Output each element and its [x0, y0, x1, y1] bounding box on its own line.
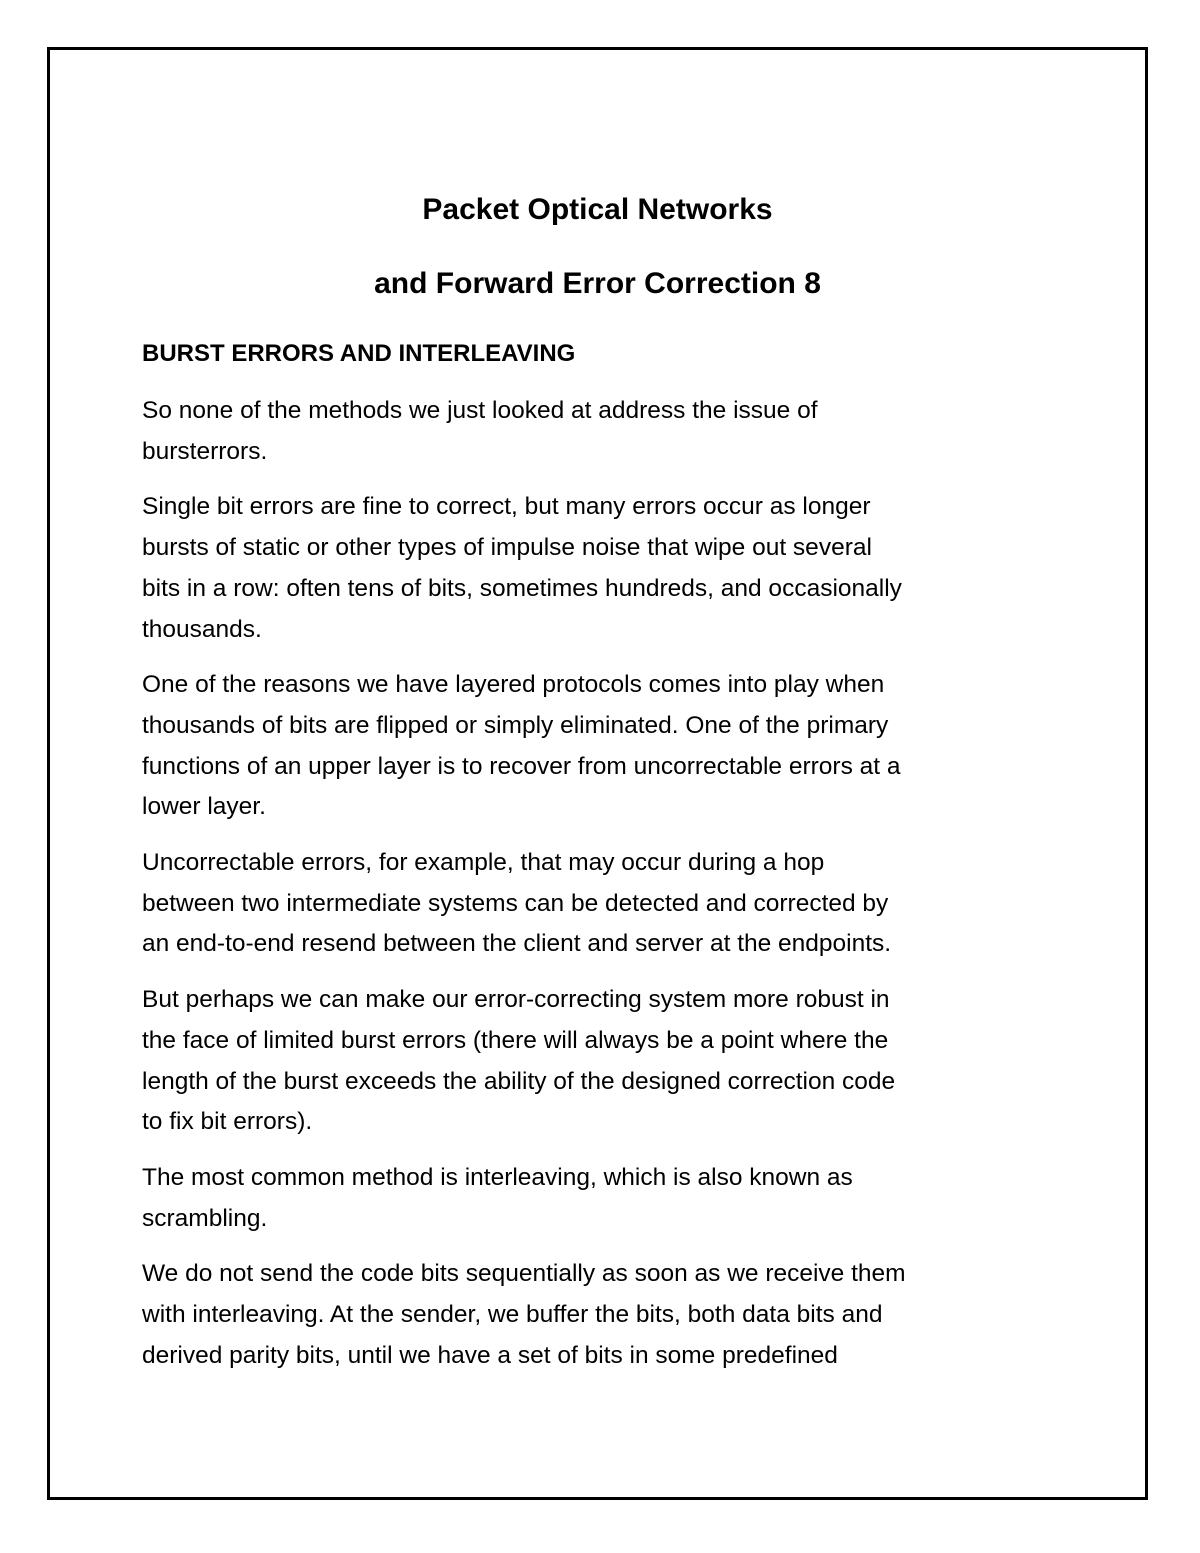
paragraph-7: We do not send the code bits sequentially as soon as we receive them with interleaving. At the sender, we buffer the bits, both data bits and derived parity bits, until we have a set of bits in some predefined — [142, 1260, 906, 1369]
title-block — [50, 190, 1145, 304]
page-subtitle: and Forward Error Correction 8 — [374, 267, 821, 300]
body-content — [142, 338, 1062, 1391]
page-title: Packet Optical Networks — [422, 193, 773, 226]
paragraph-3: One of the reasons we have layered protocols comes into play when thousands of bits are flipped or simply eliminated. One of the primary functions of an upper layer is to recover from uncorrectable errors at a lower layer. — [142, 671, 901, 821]
paragraph-4: Uncorrectable errors, for example, that may occur during a hop between two intermediate systems can be detected and corrected by an end-to-end resend between the client and server at the endpoints. — [142, 849, 892, 958]
section-heading: BURST ERRORS AND INTERLEAVING — [142, 340, 576, 367]
paragraph-6: The most common method is interleaving, which is also known as scrambling. — [142, 1163, 853, 1232]
paragraph-2: Single bit errors are fine to correct, but many errors occur as longer bursts of static or other types of impulse noise that wipe out several bits in a row: often tens of bits, sometimes hundreds, and occasionally thousands. — [142, 493, 902, 643]
paragraph-5: But perhaps we can make our error-correcting system more robust in the face of limited burst errors (there will always be a point where the length of the burst exceeds the ability of the designed correction code to fix bit errors). — [142, 986, 896, 1136]
paragraph-1: So none of the methods we just looked at address the issue of bursterrors. — [142, 397, 818, 465]
